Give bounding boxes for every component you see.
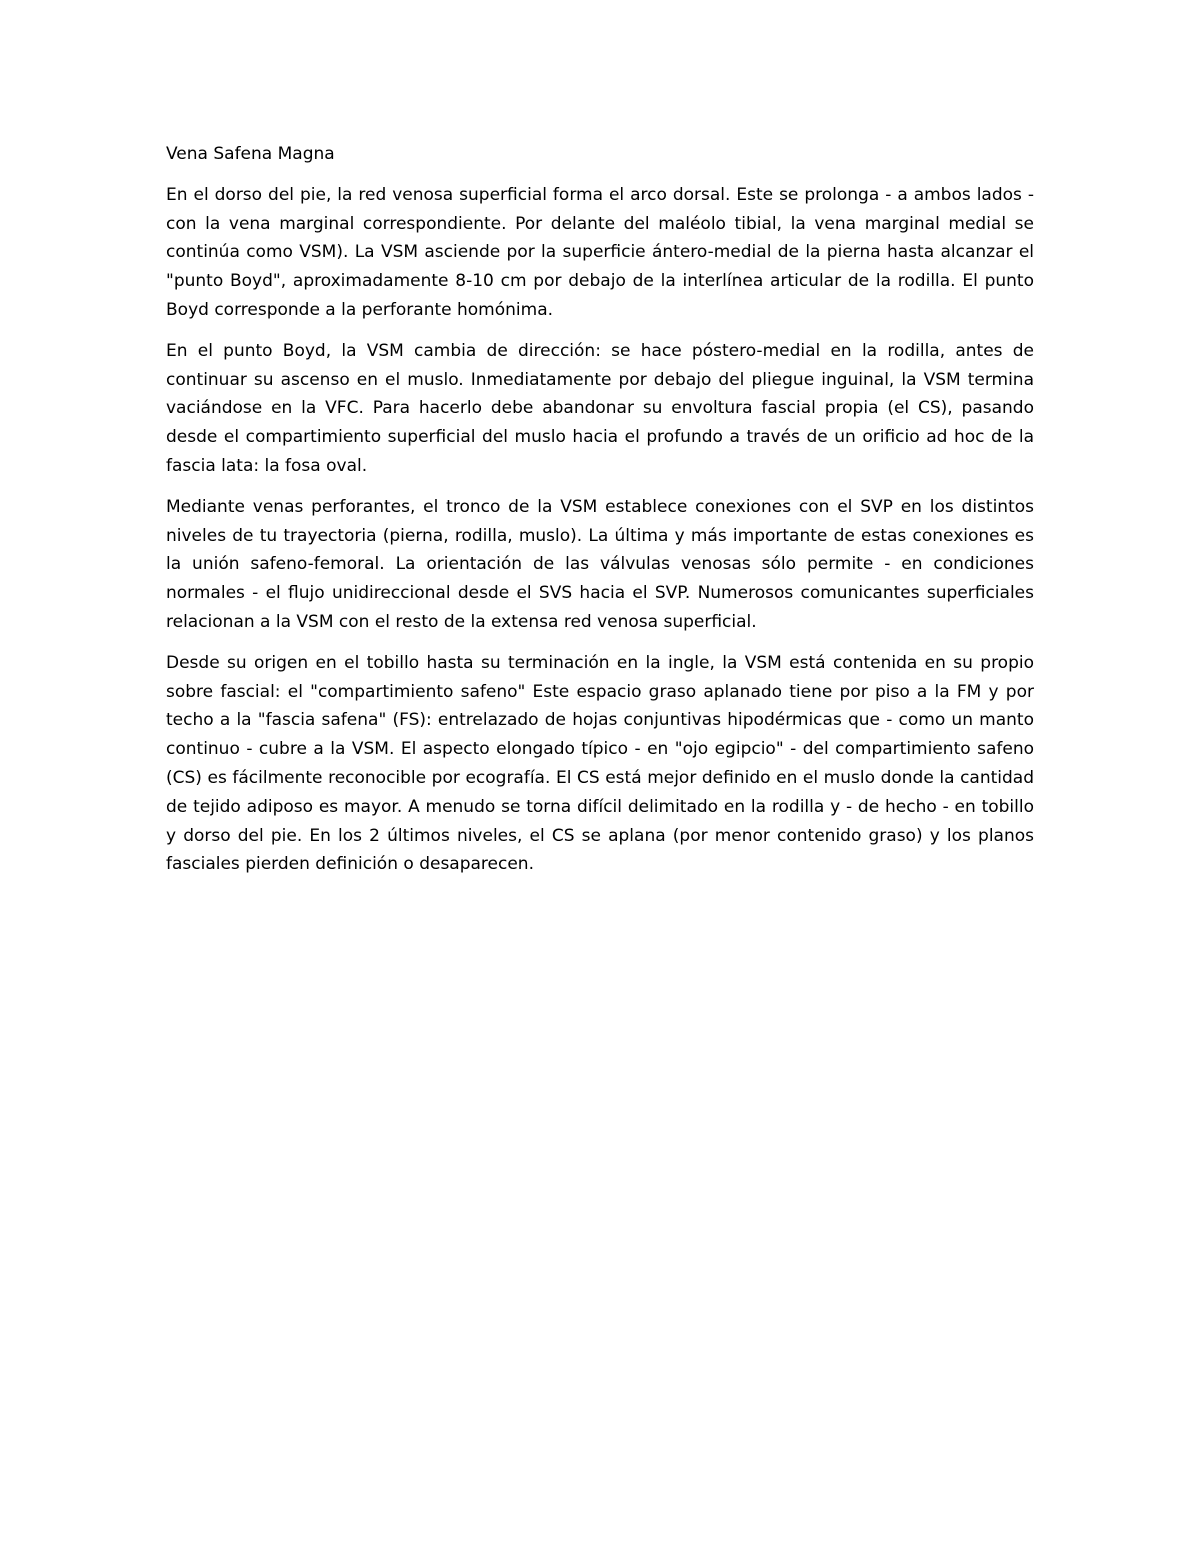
paragraph-2: En el punto Boyd, la VSM cambia de dirección: se hace póstero-medial en la rodilla, antes de continuar su ascenso en el muslo. Inmediatamente por debajo del pliegue inguinal, la VSM termina vaciándose en la VFC. Para hacerlo debe abandonar su envoltura fascial propia (el CS), pasando desde el compartimiento superficial del muslo hacia el profundo a través de un orificio ad hoc de la fascia lata: la fosa oval.: [166, 340, 1034, 476]
document-title: Vena Safena Magna: [166, 144, 335, 164]
paragraph-3: Mediante venas perforantes, el tronco de la VSM establece conexiones con el SVP en los distintos niveles de tu trayectoria (pierna, rodilla, muslo). La última y más importante de estas conexiones es la unión safeno-femoral. La orientación de las válvulas venosas sólo permite - en condiciones normales - el flujo unidireccional desde el SVS hacia el SVP. Numerosos comunicantes superficiales relacionan a la VSM con el resto de la extensa red venosa superficial.: [166, 496, 1034, 632]
paragraph-4: Desde su origen en el tobillo hasta su terminación en la ingle, la VSM está contenida en su propio sobre fascial: el "compartimiento safeno" Este espacio graso aplanado tiene por piso a la FM y por techo a la "fascia safena" (FS): entrelazado de hojas conjuntivas hipodérmicas que - como un manto continuo - cubre a la VSM. El aspecto elongado típico - en "ojo egipcio" - del compartimiento safeno (CS) es fácilmente reconocible por ecografía. El CS está mejor definido en el muslo donde la cantidad de tejido adiposo es mayor. A menudo se torna difícil delimitado en la rodilla y - de hecho - en tobillo y dorso del pie. En los 2 últimos niveles, el CS se aplana (por menor contenido graso) y los planos fasciales pierden definición o desaparecen.: [166, 652, 1034, 875]
paragraph-1: En el dorso del pie, la red venosa superficial forma el arco dorsal. Este se prolonga - a ambos lados - con la vena marginal correspondiente. Por delante del maléolo tibial, la vena marginal medial se continúa como VSM). La VSM asciende por la superficie ántero-medial de la pierna hasta alcanzar el "punto Boyd", aproximadamente 8-10 cm por debajo de la interlínea articular de la rodilla. El punto Boyd corresponde a la perforante homónima.: [166, 184, 1034, 320]
